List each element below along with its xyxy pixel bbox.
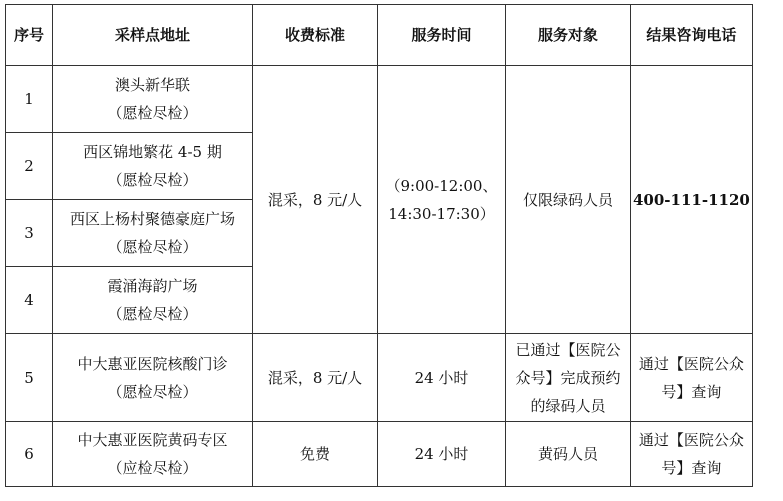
service-time-cell: 24 小时 <box>378 422 506 487</box>
header-row <box>6 5 753 66</box>
consult-phone-cell: 400-111-1120 <box>631 66 753 334</box>
row-number: 5 <box>6 334 53 422</box>
service-target-line3: 的绿码人员 <box>530 396 606 415</box>
fee-cell: 混采，8 元/人 <box>253 66 378 334</box>
service-time-line1: （9:00-12:00、 <box>385 176 498 195</box>
table-row <box>6 66 753 133</box>
site-address: 中大惠亚医院核酸门诊 <box>77 354 228 373</box>
site-address-cell <box>53 267 253 334</box>
consult-line2: 号】查询 <box>661 382 722 401</box>
site-address-cell <box>53 133 253 200</box>
fee-cell: 混采，8 元/人 <box>253 334 378 422</box>
service-target-cell: 黄码人员 <box>506 422 631 487</box>
site-note: （愿检尽检） <box>107 171 198 189</box>
site-address: 西区锦地繁花 4-5 期 <box>83 143 222 161</box>
site-address: 西区上杨村聚德豪庭广场 <box>69 210 235 228</box>
table-row <box>6 334 753 422</box>
site-address-cell <box>53 66 253 133</box>
site-address: 中大惠亚医院黄码专区 <box>77 431 228 449</box>
col-header-time: 服务时间 <box>378 5 506 66</box>
row-number: 1 <box>6 66 53 133</box>
site-address: 霞涌海韵广场 <box>107 277 198 295</box>
col-header-fee: 收费标准 <box>253 5 378 66</box>
consult-line1: 通过【医院公众 <box>638 354 744 373</box>
consult-line2: 号】查询 <box>661 459 722 477</box>
service-target-line2: 众号】完成预约 <box>515 368 621 387</box>
service-target-cell <box>506 334 631 422</box>
site-note: （愿检尽检） <box>107 104 198 122</box>
table-row <box>6 422 753 487</box>
consult-cell <box>631 334 753 422</box>
site-address-cell <box>53 334 253 422</box>
row-number: 3 <box>6 200 53 267</box>
site-address-cell <box>53 422 253 487</box>
site-note: （愿检尽检） <box>107 238 198 256</box>
col-header-no: 序号 <box>6 5 53 66</box>
service-target-cell: 仅限绿码人员 <box>506 66 631 334</box>
service-time-line2: 14:30-17:30） <box>388 204 495 223</box>
consult-line1: 通过【医院公众 <box>638 431 744 449</box>
service-target-line1: 已通过【医院公 <box>515 340 621 359</box>
consult-cell <box>631 422 753 487</box>
site-note: （愿检尽检） <box>107 305 198 323</box>
row-number: 4 <box>6 267 53 334</box>
col-header-phone: 结果咨询电话 <box>631 5 753 66</box>
fee-cell: 免费 <box>253 422 378 487</box>
col-header-address: 采样点地址 <box>53 5 253 66</box>
site-note: （应检尽检） <box>107 459 198 477</box>
col-header-target: 服务对象 <box>506 5 631 66</box>
site-address: 澳头新华联 <box>114 76 190 94</box>
service-time-cell <box>378 66 506 334</box>
site-address-cell <box>53 200 253 267</box>
service-time-cell: 24 小时 <box>378 334 506 422</box>
site-note: （愿检尽检） <box>107 382 198 401</box>
testing-sites-table <box>5 4 753 487</box>
row-number: 2 <box>6 133 53 200</box>
row-number: 6 <box>6 422 53 487</box>
